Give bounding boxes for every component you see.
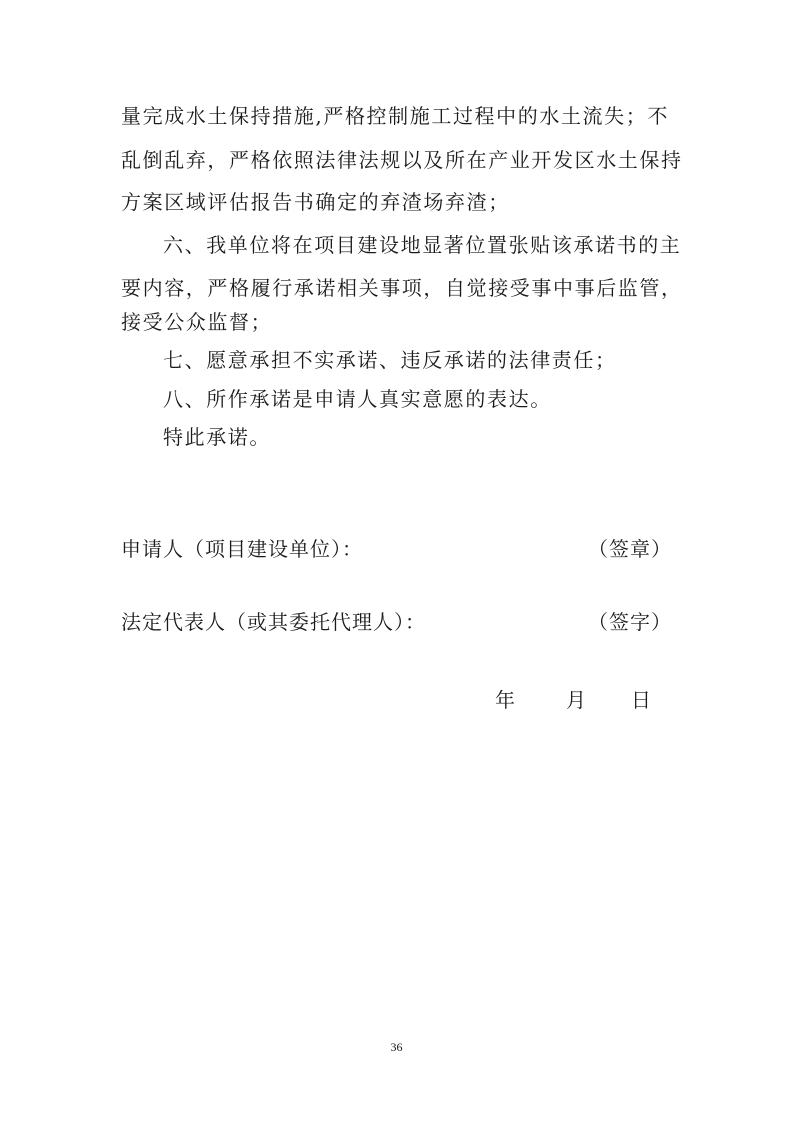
date-year: 年 [495, 688, 515, 712]
item-six-line: 要内容，严格履行承诺相关事项，自觉接受事中事后监管， [121, 276, 683, 300]
page-number: 36 [390, 1040, 403, 1054]
representative-label: 法定代表人（或其委托代理人）： [121, 610, 426, 634]
item-seven: 七、愿意承担不实承诺、违反承诺的法律责任； [163, 348, 617, 372]
item-six-line: 六、我单位将在项目建设地显著位置张贴该承诺书的主 [163, 233, 682, 257]
date-month: 月 [566, 688, 586, 712]
paragraph-line: 量完成水土保持措施,严格控制施工过程中的水土流失；不 [121, 104, 669, 128]
applicant-label: 申请人（项目建设单位）： [121, 537, 363, 561]
applicant-seal-mark: （签章） [588, 537, 672, 561]
representative-signature-mark: （签字） [588, 610, 672, 634]
date-day: 日 [631, 688, 651, 712]
paragraph-line: 方案区域评估报告书确定的弃渣场弃渣； [121, 190, 510, 214]
closing-statement: 特此承诺。 [163, 425, 271, 449]
item-eight: 八、所作承诺是申请人真实意愿的表达。 [163, 387, 552, 411]
paragraph-line: 乱倒乱弃，严格依照法律法规以及所在产业开发区水土保持 [121, 148, 683, 172]
item-six-line: 接受公众监督； [121, 310, 273, 334]
